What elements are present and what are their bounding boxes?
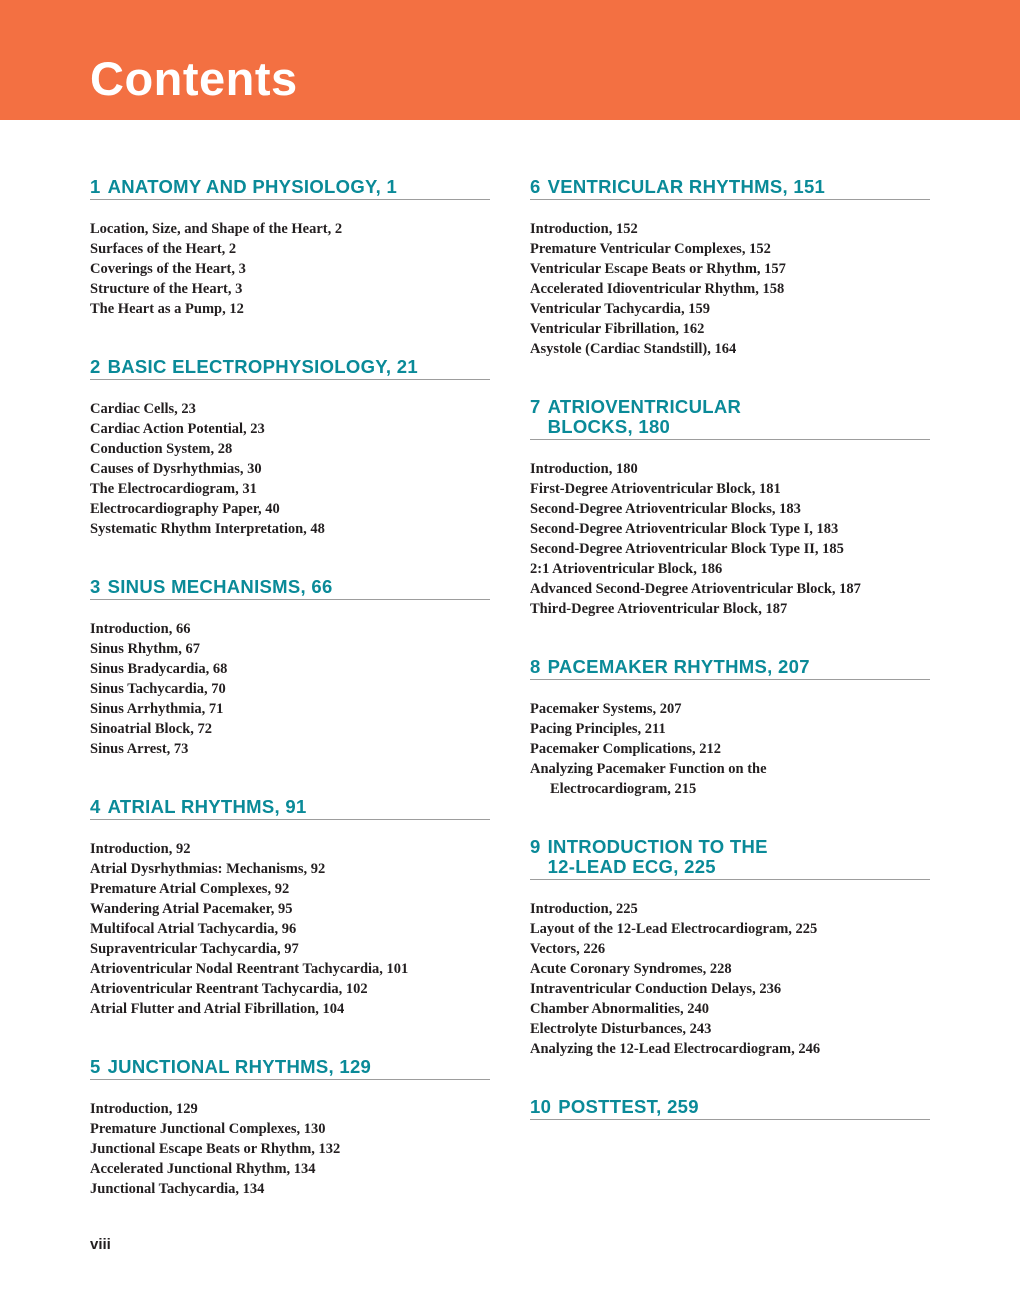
- toc-entry[interactable]: Ventricular Fibrillation, 162: [530, 321, 705, 337]
- toc-entry[interactable]: Electrolyte Disturbances, 243: [530, 1021, 712, 1037]
- toc-section-3: [90, 577, 490, 759]
- section-heading[interactable]: [90, 797, 490, 820]
- toc-entry[interactable]: First-Degree Atrioventricular Block, 181: [530, 481, 781, 497]
- toc-entry[interactable]: Junctional Tachycardia, 134: [90, 1181, 265, 1197]
- section-heading[interactable]: [90, 357, 490, 380]
- toc-entry[interactable]: 2:1 Atrioventricular Block, 186: [530, 561, 723, 577]
- toc-entry[interactable]: Second-Degree Atrioventricular Block Type I, 183: [530, 521, 839, 537]
- toc-entry[interactable]: Multifocal Atrial Tachycardia, 96: [90, 921, 297, 937]
- chapter-number: 7: [530, 396, 541, 417]
- toc-entry[interactable]: Introduction, 129: [90, 1101, 198, 1117]
- entry-list: [530, 459, 930, 619]
- toc-entry[interactable]: Sinus Bradycardia, 68: [90, 661, 228, 677]
- toc-section-8: [530, 657, 930, 799]
- section-heading[interactable]: [530, 397, 930, 440]
- chapter-title: VENTRICULAR RHYTHMS, 151: [547, 176, 826, 197]
- toc-entry[interactable]: Coverings of the Heart, 3: [90, 261, 246, 277]
- chapter-title: PACEMAKER RHYTHMS, 207: [547, 656, 810, 677]
- toc-entry[interactable]: Introduction, 152: [530, 221, 638, 237]
- toc-entry[interactable]: Atrial Flutter and Atrial Fibrillation, 104: [90, 1001, 345, 1017]
- toc-entry[interactable]: Premature Junctional Complexes, 130: [90, 1121, 326, 1137]
- chapter-title: BASIC ELECTROPHYSIOLOGY, 21: [107, 356, 418, 377]
- entry-list: [530, 899, 930, 1059]
- chapter-number: 5: [90, 1056, 101, 1077]
- toc-entry[interactable]: Conduction System, 28: [90, 441, 233, 457]
- toc-section-7: [530, 397, 930, 619]
- toc-entry[interactable]: Premature Ventricular Complexes, 152: [530, 241, 771, 257]
- toc-entry[interactable]: Vectors, 226: [530, 941, 606, 957]
- toc-entry[interactable]: Second-Degree Atrioventricular Blocks, 183: [530, 501, 801, 517]
- toc-entry[interactable]: Electrocardiography Paper, 40: [90, 501, 280, 517]
- section-heading[interactable]: [90, 177, 490, 200]
- chapter-number: 4: [90, 796, 101, 817]
- toc-entry[interactable]: Pacing Principles, 211: [530, 721, 666, 737]
- toc-entry[interactable]: Introduction, 66: [90, 621, 191, 637]
- toc-entry[interactable]: Second-Degree Atrioventricular Block Type II, 185: [530, 541, 844, 557]
- toc-entry[interactable]: Pacemaker Complications, 212: [530, 741, 722, 757]
- toc-entry[interactable]: Sinus Arrhythmia, 71: [90, 701, 224, 717]
- toc-entry[interactable]: The Heart as a Pump, 12: [90, 301, 244, 317]
- entry-list: [90, 399, 490, 539]
- entry-list: [530, 219, 930, 359]
- page-folio: viii: [90, 1236, 111, 1253]
- toc-entry[interactable]: Structure of the Heart, 3: [90, 281, 243, 297]
- chapter-number: 2: [90, 356, 101, 377]
- chapter-number: 1: [90, 176, 101, 197]
- toc-entry[interactable]: Location, Size, and Shape of the Heart, 2: [90, 221, 343, 237]
- toc-entry[interactable]: Intraventricular Conduction Delays, 236: [530, 981, 782, 997]
- entry-list: [90, 219, 490, 319]
- toc-entry[interactable]: Introduction, 225: [530, 901, 638, 917]
- section-heading[interactable]: [530, 177, 930, 200]
- toc-entry[interactable]: Analyzing the 12-Lead Electrocardiogram, 246: [530, 1041, 821, 1057]
- toc-section-2: [90, 357, 490, 539]
- toc-entry[interactable]: Chamber Abnormalities, 240: [530, 1001, 709, 1017]
- toc-section-10: [530, 1097, 930, 1120]
- toc-section-5: [90, 1057, 490, 1199]
- chapter-number: 9: [530, 836, 541, 857]
- title-banner: [0, 0, 1020, 120]
- toc-entry[interactable]: Sinoatrial Block, 72: [90, 721, 213, 737]
- toc-entry[interactable]: Sinus Rhythm, 67: [90, 641, 200, 657]
- chapter-number: 3: [90, 576, 101, 597]
- toc-entry[interactable]: Introduction, 180: [530, 461, 638, 477]
- toc-entry[interactable]: Cardiac Action Potential, 23: [90, 421, 265, 437]
- toc-entry[interactable]: Premature Atrial Complexes, 92: [90, 881, 290, 897]
- toc-entry[interactable]: Third-Degree Atrioventricular Block, 187: [530, 601, 788, 617]
- toc-entry[interactable]: Sinus Tachycardia, 70: [90, 681, 226, 697]
- chapter-title: SINUS MECHANISMS, 66: [107, 576, 333, 597]
- toc-entry[interactable]: Surfaces of the Heart, 2: [90, 241, 237, 257]
- toc-entry[interactable]: Supraventricular Tachycardia, 97: [90, 941, 299, 957]
- toc-section-1: [90, 177, 490, 319]
- toc-entry[interactable]: Atrioventricular Reentrant Tachycardia, 102: [90, 981, 368, 997]
- chapter-number: 6: [530, 176, 541, 197]
- toc-section-9: [530, 837, 930, 1059]
- section-heading[interactable]: [530, 1097, 930, 1120]
- chapter-title: ATRIAL RHYTHMS, 91: [107, 796, 307, 817]
- toc-entry[interactable]: Asystole (Cardiac Standstill), 164: [530, 341, 737, 357]
- toc-entry[interactable]: Ventricular Escape Beats or Rhythm, 157: [530, 261, 786, 277]
- section-heading[interactable]: [530, 657, 930, 680]
- chapter-number: 10: [530, 1096, 552, 1117]
- entry-list: [90, 839, 490, 1019]
- toc-entry[interactable]: Pacemaker Systems, 207: [530, 701, 682, 717]
- toc-entry[interactable]: Systematic Rhythm Interpretation, 48: [90, 521, 325, 537]
- toc-entry[interactable]: Atrial Dysrhythmias: Mechanisms, 92: [90, 861, 326, 877]
- toc-section-4: [90, 797, 490, 1019]
- entry-list: [530, 699, 930, 799]
- toc-entry[interactable]: Acute Coronary Syndromes, 228: [530, 961, 732, 977]
- chapter-title: INTRODUCTION TO THE 12-LEAD ECG, 225: [547, 836, 768, 877]
- toc-entry[interactable]: The Electrocardiogram, 31: [90, 481, 257, 497]
- toc-entry[interactable]: Ventricular Tachycardia, 159: [530, 301, 711, 317]
- toc-entry[interactable]: Causes of Dysrhythmias, 30: [90, 461, 262, 477]
- page-title: Contents: [90, 52, 298, 105]
- chapter-title: POSTTEST, 259: [558, 1096, 699, 1117]
- toc-entry[interactable]: Sinus Arrest, 73: [90, 741, 189, 757]
- toc-entry[interactable]: Accelerated Idioventricular Rhythm, 158: [530, 281, 785, 297]
- toc-entry[interactable]: Junctional Escape Beats or Rhythm, 132: [90, 1141, 341, 1157]
- section-heading[interactable]: [90, 577, 490, 600]
- entry-list: [90, 619, 490, 759]
- toc-entry[interactable]: Introduction, 92: [90, 841, 191, 857]
- section-heading[interactable]: [530, 837, 930, 880]
- toc-entry[interactable]: Accelerated Junctional Rhythm, 134: [90, 1161, 316, 1177]
- toc-entry[interactable]: Wandering Atrial Pacemaker, 95: [90, 901, 293, 917]
- toc-entry[interactable]: Cardiac Cells, 23: [90, 401, 196, 417]
- toc-entry[interactable]: Layout of the 12-Lead Electrocardiogram, 225: [530, 921, 818, 937]
- toc-entry[interactable]: Advanced Second-Degree Atrioventricular Block, 187: [530, 581, 861, 597]
- toc-entry[interactable]: Atrioventricular Nodal Reentrant Tachycardia, 101: [90, 961, 409, 977]
- chapter-number: 8: [530, 656, 541, 677]
- chapter-title: ANATOMY AND PHYSIOLOGY, 1: [107, 176, 398, 197]
- toc-section-6: [530, 177, 930, 359]
- entry-list: [90, 1099, 490, 1199]
- chapter-title: JUNCTIONAL RHYTHMS, 129: [107, 1056, 372, 1077]
- section-heading[interactable]: [90, 1057, 490, 1080]
- chapter-title: ATRIOVENTRICULAR BLOCKS, 180: [547, 396, 742, 437]
- toc-entry[interactable]: Analyzing Pacemaker Function on the Electrocardiogram, 215: [530, 761, 767, 797]
